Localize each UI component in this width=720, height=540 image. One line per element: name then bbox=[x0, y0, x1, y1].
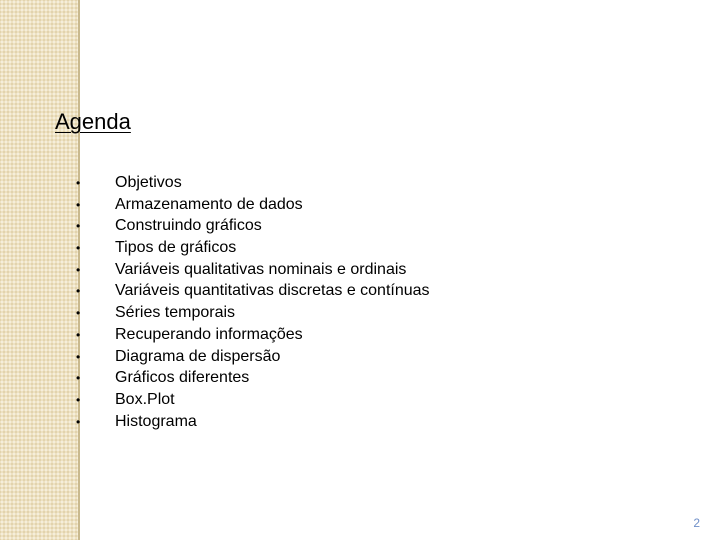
bullet-icon: • bbox=[76, 414, 81, 429]
agenda-list bbox=[76, 172, 430, 432]
bullet-icon: • bbox=[76, 176, 81, 190]
list-item-text: Variáveis qualitativas nominais e ordinais bbox=[115, 260, 407, 278]
list-item bbox=[76, 237, 430, 259]
list-item-text: Objetivos bbox=[115, 174, 182, 191]
list-item bbox=[76, 367, 430, 389]
list-item bbox=[76, 259, 430, 281]
list-item bbox=[76, 346, 430, 368]
page-number: 2 bbox=[693, 516, 700, 530]
list-item bbox=[76, 215, 430, 237]
bullet-icon: • bbox=[76, 284, 81, 299]
bullet-icon: • bbox=[76, 327, 81, 342]
list-item bbox=[76, 280, 430, 302]
list-item-text: Construindo gráficos bbox=[115, 217, 262, 235]
list-item-text: Histograma bbox=[115, 412, 197, 430]
list-item-text: Armazenamento de dados bbox=[115, 195, 303, 213]
list-item-text: Recuperando informações bbox=[115, 325, 303, 343]
bullet-icon: • bbox=[76, 219, 81, 234]
list-item bbox=[76, 194, 430, 216]
list-item-text: Diagrama de dispersão bbox=[115, 347, 281, 365]
bullet-icon: • bbox=[76, 262, 81, 277]
decorative-side-band bbox=[0, 0, 78, 540]
list-item-text: Tipos de gráficos bbox=[115, 239, 237, 257]
list-item-text: Séries temporais bbox=[115, 304, 236, 322]
list-item-text: Variáveis quantitativas discretas e contínuas bbox=[115, 282, 430, 300]
list-item bbox=[76, 324, 430, 346]
list-item bbox=[76, 389, 430, 411]
slide-title: Agenda bbox=[55, 109, 131, 134]
bullet-icon: • bbox=[76, 197, 81, 212]
list-item-text: Gráficos diferentes bbox=[115, 369, 250, 387]
bullet-icon: • bbox=[76, 392, 81, 407]
bullet-icon: • bbox=[76, 241, 81, 256]
list-item bbox=[76, 172, 430, 194]
list-item bbox=[76, 411, 430, 433]
bullet-icon: • bbox=[76, 306, 81, 321]
bullet-icon: • bbox=[76, 371, 81, 386]
list-item bbox=[76, 302, 430, 324]
list-item-text: Box.Plot bbox=[115, 390, 175, 408]
bullet-icon: • bbox=[76, 349, 81, 364]
